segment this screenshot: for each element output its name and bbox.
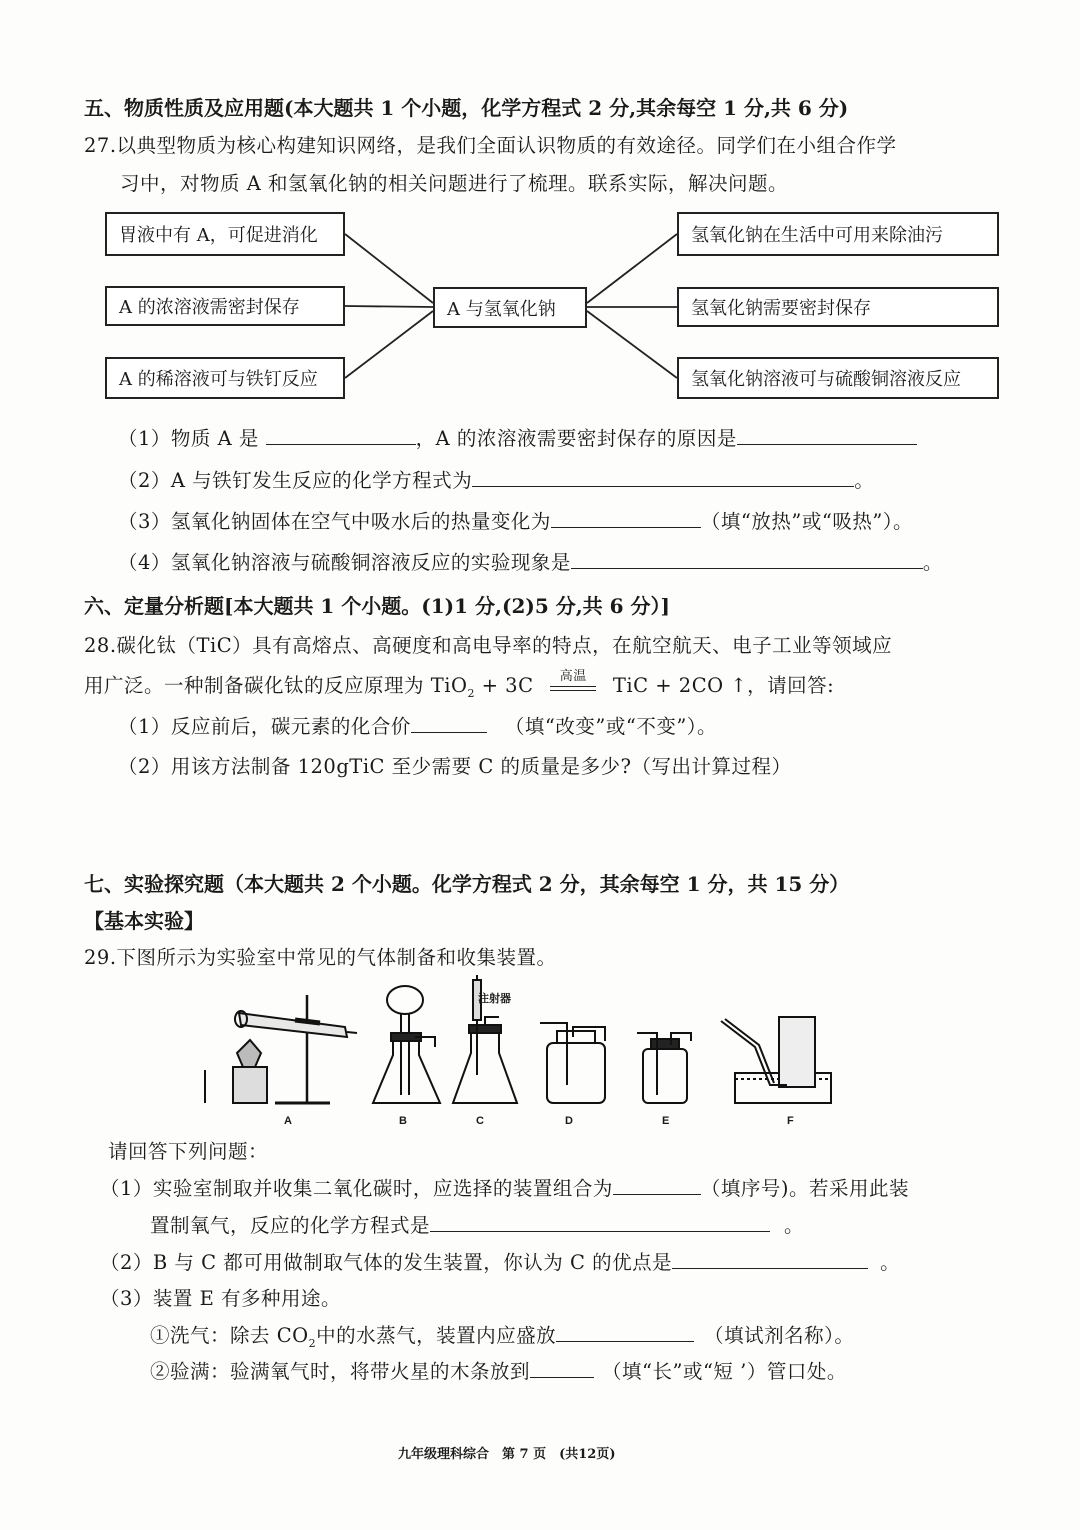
equal-line	[550, 690, 596, 691]
apparatus-f	[721, 1017, 831, 1103]
answer-prompt: 请回答下列问题：	[108, 1140, 269, 1163]
equal-line	[550, 686, 596, 687]
right-box-3: 氢氧化钠溶液可与硫酸铜溶液反应	[677, 357, 999, 399]
connector-line	[345, 306, 433, 307]
apparatus-d	[540, 1023, 605, 1103]
q29-sub2: （2）B 与 C 都可用做制取气体的发生装置，你认为 C 的优点是 。	[100, 1251, 901, 1274]
connector-line	[587, 311, 677, 378]
q27-sub1: （1）物质 A 是 ，A 的浓溶液需要密封保存的原因是	[118, 423, 917, 451]
q29-sub1: （1）实验室制取并收集二氧化碳时，应选择的装置组合为 （填序号)。若采用此装	[100, 1177, 910, 1200]
answer-blank[interactable]	[556, 1323, 694, 1342]
left-box-3: A 的稀溶液可与铁钉反应	[105, 357, 345, 399]
page-footer: 九年级理科综合 第 7 页 (共12页)	[398, 1447, 616, 1462]
section5-title: 五、物质性质及应用题(本大题共 1 个小题，化学方程式 2 分,其余每空 1 分,共 6 分)	[84, 96, 849, 120]
apparatus-label-c: C	[476, 1115, 484, 1127]
answer-blank[interactable]	[411, 714, 487, 733]
q29-intro: 29.下图所示为实验室中常见的气体制备和收集装置。	[84, 946, 557, 969]
reaction-condition: 高温	[548, 674, 598, 697]
q27-line2: 习中，对物质 A 和氢氧化钠的相关问题进行了梳理。联系实际，解决问题。	[120, 172, 788, 195]
apparatus-figure	[195, 975, 855, 1135]
q28-line2: 用广泛。一种制备碳化钛的反应原理为 TiO$_2$ + 3C 高温 TiC + 2CO ↑，请回答:	[84, 669, 835, 700]
right-box-1: 氢氧化钠在生活中可用来除油污	[677, 212, 999, 256]
apparatus-label-d: D	[565, 1115, 573, 1127]
q27-sub2: （2）A 与铁钉发生反应的化学方程式为 。	[118, 469, 875, 492]
apparatus-label-e: E	[662, 1115, 670, 1127]
basic-experiment-heading: 【基本实验】	[84, 909, 204, 933]
answer-blank[interactable]	[737, 426, 917, 445]
q29-sub3-wash: ①洗气：除去 $CO_2$中的水蒸气，装置内应盛放 （填试剂名称）。	[150, 1324, 855, 1350]
q28-sub2: （2）用该方法制备 120gTiC 至少需要 C 的质量是多少?（写出计算过程）	[118, 755, 792, 778]
answer-blank[interactable]	[530, 1359, 594, 1378]
apparatus-label-b: B	[399, 1115, 407, 1127]
left-box-1: 胃液中有 A，可促进消化	[105, 212, 345, 256]
center-box: A 与氢氧化钠	[433, 287, 587, 328]
q29-sub3-test: ②验满：验满氧气时，将带火星的木条放到 （填“长”或“短 ’）管口处。	[150, 1360, 847, 1383]
answer-blank[interactable]	[430, 1213, 770, 1232]
right-box-2: 氢氧化钠需要密封保存	[677, 287, 999, 327]
section7-title: 七、实验探究题（本大题共 2 个小题。化学方程式 2 分，其余每空 1 分，共 15 分）	[84, 872, 850, 896]
answer-blank[interactable]	[472, 468, 854, 487]
q29-sub3: （3）装置 E 有多种用途。	[100, 1287, 342, 1310]
apparatus-e	[637, 1033, 691, 1103]
q27-sub4: （4）氢氧化钠溶液与硫酸铜溶液反应的实验现象是 。	[118, 551, 943, 574]
q27-sub3: （3）氢氧化钠固体在空气中吸水后的热量变化为 （填“放热”或“吸热”）。	[118, 510, 914, 533]
section6-title: 六、定量分析题[本大题共 1 个小题。(1)1 分,(2)5 分,共 6 分）]	[84, 594, 670, 618]
apparatus-a	[205, 995, 357, 1103]
answer-blank[interactable]	[266, 426, 416, 445]
q29-sub1-cont: 置制氧气，反应的化学方程式是 。	[150, 1214, 805, 1237]
connector-line	[345, 234, 433, 303]
answer-blank[interactable]	[571, 550, 923, 569]
answer-blank[interactable]	[551, 509, 701, 528]
apparatus-b	[373, 986, 440, 1103]
q27-line1: 27.以典型物质为核心构建知识网络，是我们全面认识物质的有效途径。同学们在小组合作学	[84, 134, 897, 157]
apparatus-label-f: F	[787, 1115, 794, 1127]
answer-blank[interactable]	[672, 1250, 868, 1269]
apparatus-label-a: A	[284, 1115, 292, 1127]
q28-sub1: （1）反应前后，碳元素的化合价 （填“改变”或“不变”）。	[118, 715, 718, 738]
answer-blank[interactable]	[613, 1176, 701, 1195]
q28-line1: 28.碳化钛（TiC）具有高熔点、高硬度和高电导率的特点，在航空航天、电子工业等领域应	[84, 634, 893, 657]
connector-line	[345, 311, 433, 378]
syringe-label: 注射器	[478, 993, 511, 1005]
connector-line	[587, 234, 677, 303]
left-box-2: A 的浓溶液需密封保存	[105, 286, 345, 326]
